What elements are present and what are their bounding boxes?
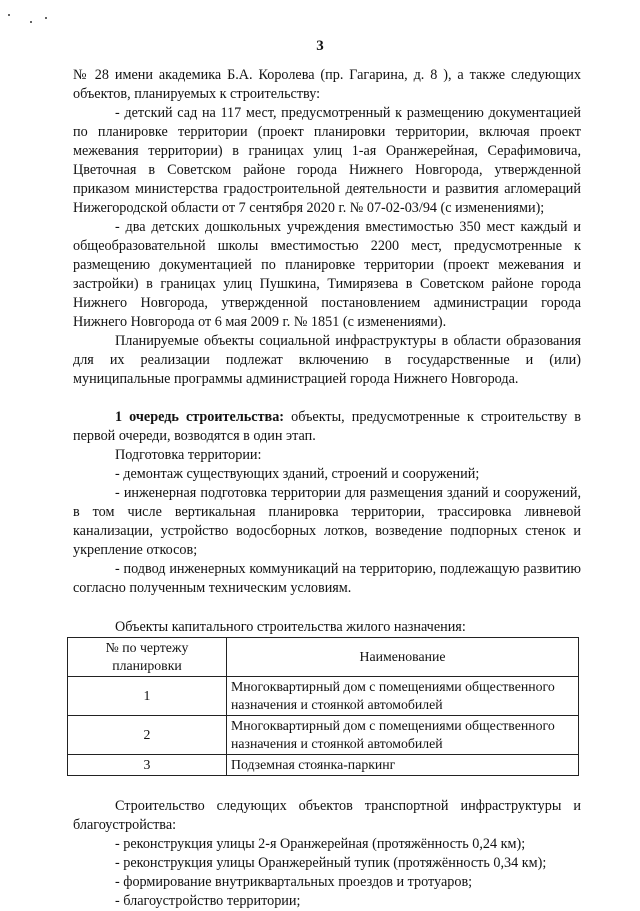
list-item-transport: - формирование внутриквартальных проездов и тротуаров; [115, 874, 473, 890]
table-cell-name: Многоквартирный дом с помещениями общественного назначения и стоянкой автомобилей [227, 677, 579, 716]
table-cell-number: 3 [68, 755, 227, 776]
table-row [68, 677, 579, 716]
table-row [68, 755, 579, 776]
table-header-number: № по чертежу планировки [68, 638, 227, 677]
paragraph-transport-intro: Строительство следующих объектов транспортной инфраструктуры и благоустройства: [73, 798, 581, 833]
paragraph-site-preparation: Подготовка территории: [115, 447, 262, 463]
scan-speck [45, 17, 47, 19]
table-cell-number: 1 [68, 677, 227, 716]
table-caption: Объекты капитального строительства жилого назначения: [115, 619, 466, 635]
paragraph-kindergarten: - детский сад на 117 мест, предусмотренный к размещению документацией по планировке территории (проект планировки территории, включая проект межевания территории) в границах улиц 1-ая Оранжерейная, Серафимовича, Цветочная в Советском районе города Нижнего Новгорода, утвержденной приказом министерства градостроительной деятельности и развития агломераций Нижегородской области от 7 сентября 2020 г. № 07-02-03/94 (с изменениями); [73, 105, 581, 216]
table-cell-name: Многоквартирный дом с помещениями общественного назначения и стоянкой автомобилей [227, 716, 579, 755]
list-item-demolition: - демонтаж существующих зданий, строений и сооружений; [115, 466, 480, 482]
table-cell-number: 2 [68, 716, 227, 755]
paragraph-preschools-school: - два детских дошкольных учреждения вместимостью 350 мест каждый и общеобразовательной школы вместимостью 2200 мест, предусмотренные к размещению документацией по планировке территории (проект межевания и застройки) в границах улиц Пушкина, Тимирязева в Советском районе города Нижнего Новгорода, утвержденной постановлением администрации города Нижнего Новгорода от 6 мая 2009 г. № 1851 (с изменениями). [73, 219, 581, 330]
list-item-transport: - благоустройство территории; [115, 893, 301, 909]
paragraph-first-stage [73, 408, 581, 446]
list-item-transport: - реконструкция улицы Оранжерейный тупик (протяжённость 0,34 км); [115, 855, 547, 871]
table-header-row [68, 638, 579, 677]
table-header-name: Наименование [227, 638, 579, 677]
objects-table [67, 637, 579, 776]
list-item-transport: - реконструкция улицы 2-я Оранжерейная (протяжённость 0,24 км); [115, 836, 526, 852]
table-row [68, 716, 579, 755]
first-stage-heading: 1 очередь строительства: [115, 409, 285, 425]
list-item-utilities: - подвод инженерных коммуникаций на территорию, подлежащую развитию согласно полученным техническим условиям. [73, 561, 581, 596]
scan-speck [30, 21, 32, 23]
table-cell-name: Подземная стоянка-паркинг [227, 755, 579, 776]
paragraph-continuation: № 28 имени академика Б.А. Королева (пр. Гагарина, д. 8 ), а также следующих объектов, планируемых к строительству: [73, 67, 581, 102]
first-stage-text: объекты, предусмотренные к строительству в первой очереди, возводятся в один этап. [73, 409, 581, 444]
list-item-engineering-preparation: - инженерная подготовка территории для размещения зданий и сооружений, в том числе вертикальная планировка территории, трассировка ливневой канализации, устройство водосборных лотков, возведение подпорных стенок и укрепление откосов; [73, 485, 581, 558]
page-number: 3 [316, 38, 324, 54]
page-body [73, 66, 581, 911]
paragraph-social-infrastructure: Планируемые объекты социальной инфраструктуры в области образования для их реализации подлежат включению в государственные и (или) муниципальные программы администрацией города Нижнего Новгорода. [73, 333, 581, 387]
scan-speck [8, 14, 10, 16]
